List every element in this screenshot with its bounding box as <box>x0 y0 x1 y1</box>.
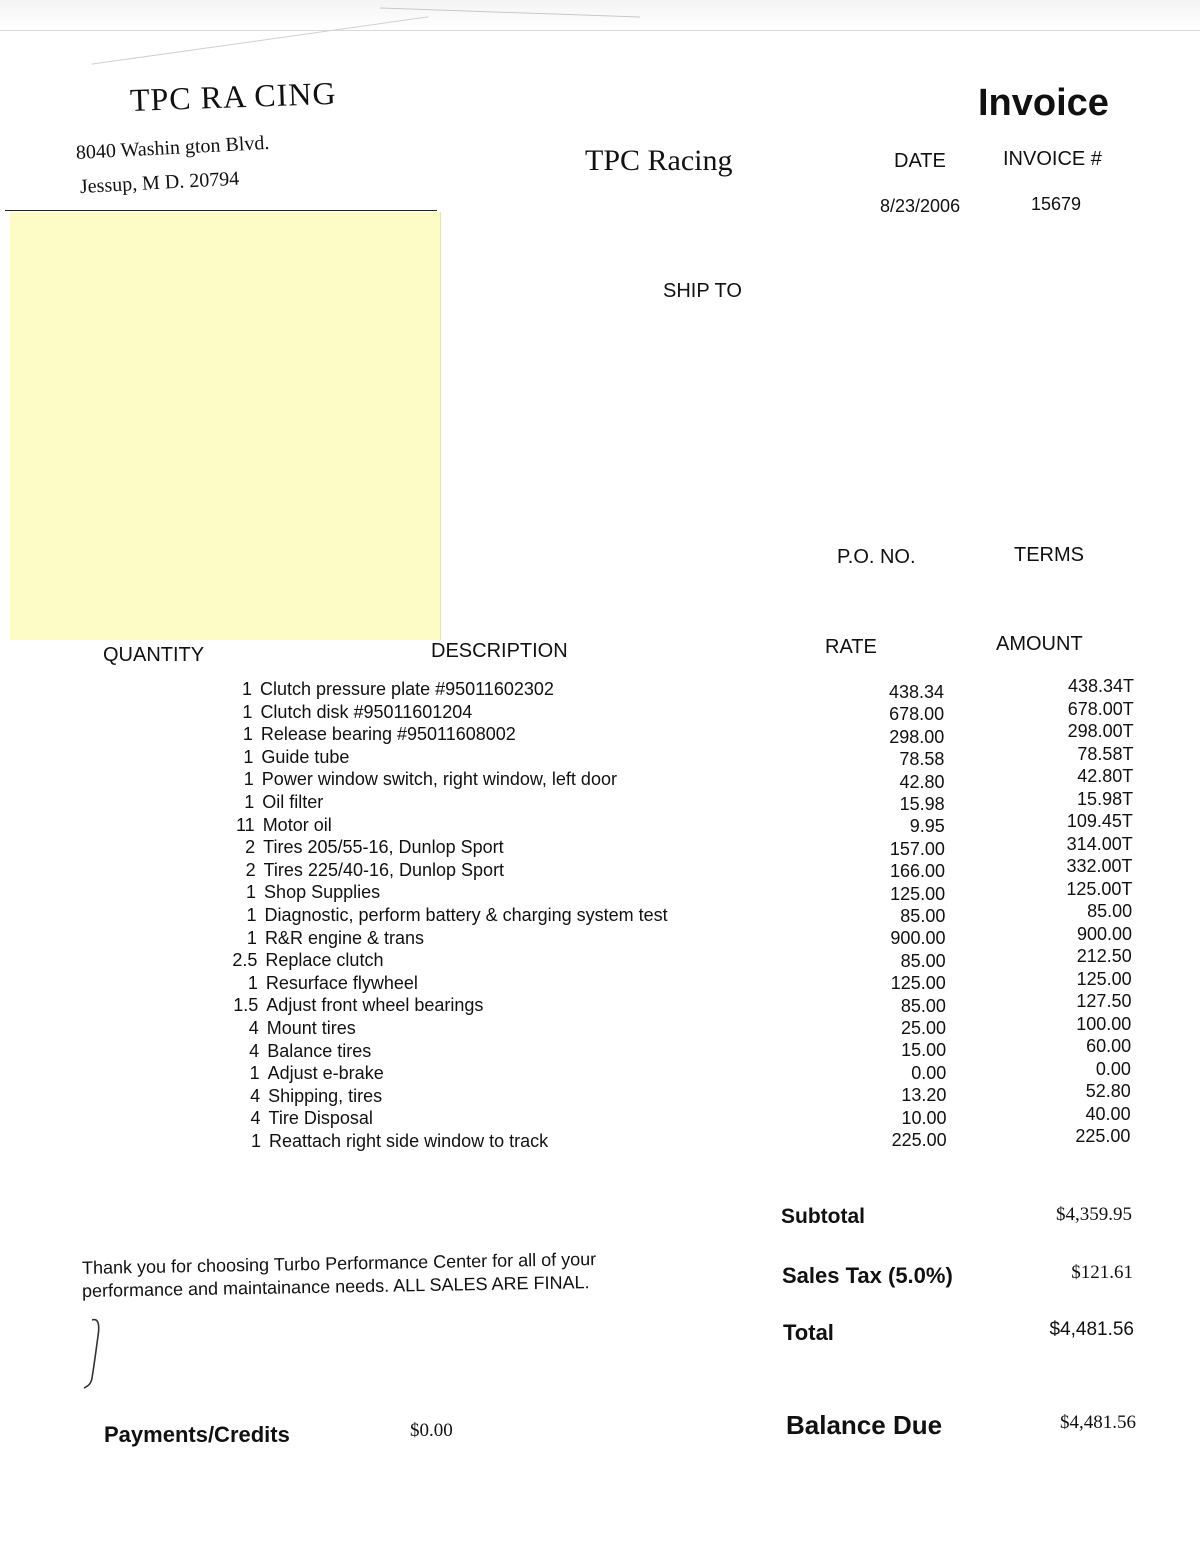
line-item-description: Motor oil <box>262 814 332 835</box>
subtotal-label: Subtotal <box>781 1205 865 1228</box>
date-label: DATE <box>894 150 946 172</box>
line-item-quantity: 2 <box>245 859 256 880</box>
invoice-number: 15679 <box>1031 194 1082 214</box>
line-item-amount: 678.00T <box>1067 698 1134 719</box>
line-item-quantity: 1.5 <box>233 995 259 1016</box>
line-item-quantity: 4 <box>249 1040 260 1061</box>
line-item-description: Tires 225/40-16, Dunlop Sport <box>263 859 505 880</box>
line-item-quantity: 1 <box>242 724 253 745</box>
line-item-rate: 85.00 <box>900 906 946 926</box>
line-item-quantity: 4 <box>250 1108 261 1129</box>
line-item-amount: 125.00T <box>1066 878 1133 899</box>
line-item-amount: 314.00T <box>1066 833 1133 854</box>
thank-you-note-line1: Thank you for choosing Turbo Performance Center for all of your <box>81 1249 597 1278</box>
line-item-quantity: 1 <box>249 1063 260 1084</box>
line-item-amount: 78.58T <box>1077 743 1134 764</box>
line-item-amount: 42.80T <box>1077 766 1134 786</box>
company-address-line1: 8040 Washin gton Blvd. <box>75 131 270 164</box>
handwritten-mark-icon <box>78 1316 108 1391</box>
line-item-amount: 15.98T <box>1077 788 1134 809</box>
column-header-quantity: QUANTITY <box>103 644 205 666</box>
line-item-quantity: 4 <box>248 1018 259 1038</box>
line-item-quantity: 1 <box>250 1131 261 1151</box>
line-item-quantity: 11 <box>236 814 255 835</box>
line-item-description: Clutch disk #95011601204 <box>260 701 473 722</box>
line-item-amount: 40.00 <box>1085 1103 1131 1124</box>
line-item-description: Oil filter <box>262 792 324 812</box>
line-item-description: Balance tires <box>267 1040 372 1061</box>
subtotal-value: $4,359.95 <box>1056 1204 1132 1225</box>
total-label: Total <box>783 1320 834 1345</box>
line-item-rate: 42.80 <box>899 771 945 792</box>
line-item-amount: 0.00 <box>1095 1058 1131 1079</box>
sales-tax-label: Sales Tax (5.0%) <box>782 1263 953 1288</box>
line-item-rate: 157.00 <box>889 838 945 859</box>
line-item-amount: 100.00 <box>1076 1013 1132 1034</box>
line-item-amount: 109.45T <box>1066 811 1133 831</box>
line-item-quantity: 1 <box>243 746 254 767</box>
sales-tax-value: $121.61 <box>1071 1262 1133 1283</box>
line-item-rate: 25.00 <box>900 1018 947 1038</box>
line-item-description: Adjust e-brake <box>267 1063 384 1084</box>
line-item-quantity: 1 <box>246 882 257 903</box>
line-item-quantity: 1 <box>243 769 254 790</box>
line-item-description: Release bearing #95011608002 <box>260 724 516 745</box>
line-item-description: Adjust front wheel bearings <box>266 995 484 1016</box>
line-item-description: Resurface flywheel <box>265 972 418 993</box>
line-item-description: Guide tube <box>261 746 350 767</box>
line-item-description: Clutch pressure plate #95011602302 <box>260 679 554 699</box>
column-header-amount: AMOUNT <box>996 633 1083 655</box>
line-item-rate: 298.00 <box>889 726 945 747</box>
line-item-quantity: 1 <box>246 905 257 925</box>
line-item-amount: 60.00 <box>1086 1036 1132 1056</box>
line-item-amount: 125.00 <box>1076 968 1132 989</box>
line-item-rate: 166.00 <box>890 861 946 882</box>
line-item-row <box>0 1126 1200 1153</box>
company-name: TPC RA CING <box>129 74 338 118</box>
line-item-rate: 10.00 <box>901 1107 947 1128</box>
line-item-rate: 900.00 <box>890 928 946 949</box>
line-item-description: Diagnostic, perform battery & charging system test <box>264 905 668 925</box>
payments-credits-label: Payments/Credits <box>104 1422 290 1447</box>
line-item-amount: 900.00 <box>1076 923 1133 944</box>
line-item-rate: 438.34 <box>888 682 944 702</box>
total-value: $4,481.56 <box>1049 1319 1134 1340</box>
center-company-name: TPC Racing <box>585 144 733 177</box>
line-item-description: R&R engine & trans <box>264 927 425 948</box>
thank-you-note-line2: performance and maintainance needs. ALL SALES ARE FINAL. <box>81 1272 590 1301</box>
invoice-number-label: INVOICE # <box>1003 148 1102 170</box>
line-item-rate: 85.00 <box>900 995 946 1016</box>
line-item-rate: 225.00 <box>891 1130 947 1150</box>
line-item-description: Shop Supplies <box>264 882 381 903</box>
line-item-rate: 0.00 <box>911 1062 947 1083</box>
ship-to-label: SHIP TO <box>663 280 742 302</box>
line-item-rate: 15.98 <box>899 794 945 814</box>
balance-due-label: Balance Due <box>786 1410 943 1440</box>
line-item-amount: 298.00T <box>1067 721 1134 741</box>
terms-label: TERMS <box>1014 544 1084 566</box>
line-item-amount: 85.00 <box>1087 901 1133 921</box>
column-header-rate: RATE <box>825 636 877 658</box>
line-item-rate: 85.00 <box>900 950 946 971</box>
line-item-amount: 332.00T <box>1066 856 1133 876</box>
line-item-quantity: 1 <box>247 972 258 993</box>
line-item-amount: 127.50 <box>1076 991 1132 1011</box>
line-item-amount: 212.50 <box>1076 946 1132 966</box>
line-item-description: Power window switch, right window, left door <box>261 769 617 790</box>
line-item-quantity: 1 <box>244 792 255 812</box>
line-item-description: Reattach right side window to track <box>269 1131 549 1151</box>
payments-credits-value: $0.00 <box>410 1420 453 1441</box>
line-item-rate: 9.95 <box>909 816 945 837</box>
company-address-line2: Jessup, M D. 20794 <box>79 167 240 198</box>
line-item-amount: 52.80 <box>1085 1081 1131 1101</box>
line-item-rate: 15.00 <box>901 1040 947 1061</box>
po-number-label: P.O. NO. <box>837 546 916 568</box>
line-item-description: Shipping, tires <box>268 1085 383 1106</box>
line-item-description: Tire Disposal <box>268 1108 373 1129</box>
line-item-amount: 225.00 <box>1075 1126 1131 1146</box>
line-item-rate: 678.00 <box>889 704 945 725</box>
line-item-rate: 78.58 <box>899 749 945 770</box>
line-item-quantity: 2.5 <box>232 950 258 971</box>
line-item-quantity: 2 <box>245 837 256 858</box>
line-item-quantity: 4 <box>250 1085 261 1106</box>
balance-due-value: $4,481.56 <box>1060 1412 1136 1433</box>
line-item-description: Mount tires <box>266 1018 356 1038</box>
line-item-rate: 13.20 <box>901 1085 947 1106</box>
line-item-amount: 438.34T <box>1067 676 1134 696</box>
line-item-description: Replace clutch <box>265 950 384 971</box>
line-item-description: Tires 205/55-16, Dunlop Sport <box>263 837 504 858</box>
line-item-quantity: 1 <box>241 679 252 699</box>
line-item-quantity: 1 <box>246 927 257 948</box>
line-item-rate: 125.00 <box>890 883 946 904</box>
invoice-title: Invoice <box>978 82 1109 124</box>
line-item-rate: 125.00 <box>890 973 946 994</box>
column-header-description: DESCRIPTION <box>431 640 568 662</box>
invoice-date: 8/23/2006 <box>880 196 961 216</box>
line-item-quantity: 1 <box>242 701 253 722</box>
